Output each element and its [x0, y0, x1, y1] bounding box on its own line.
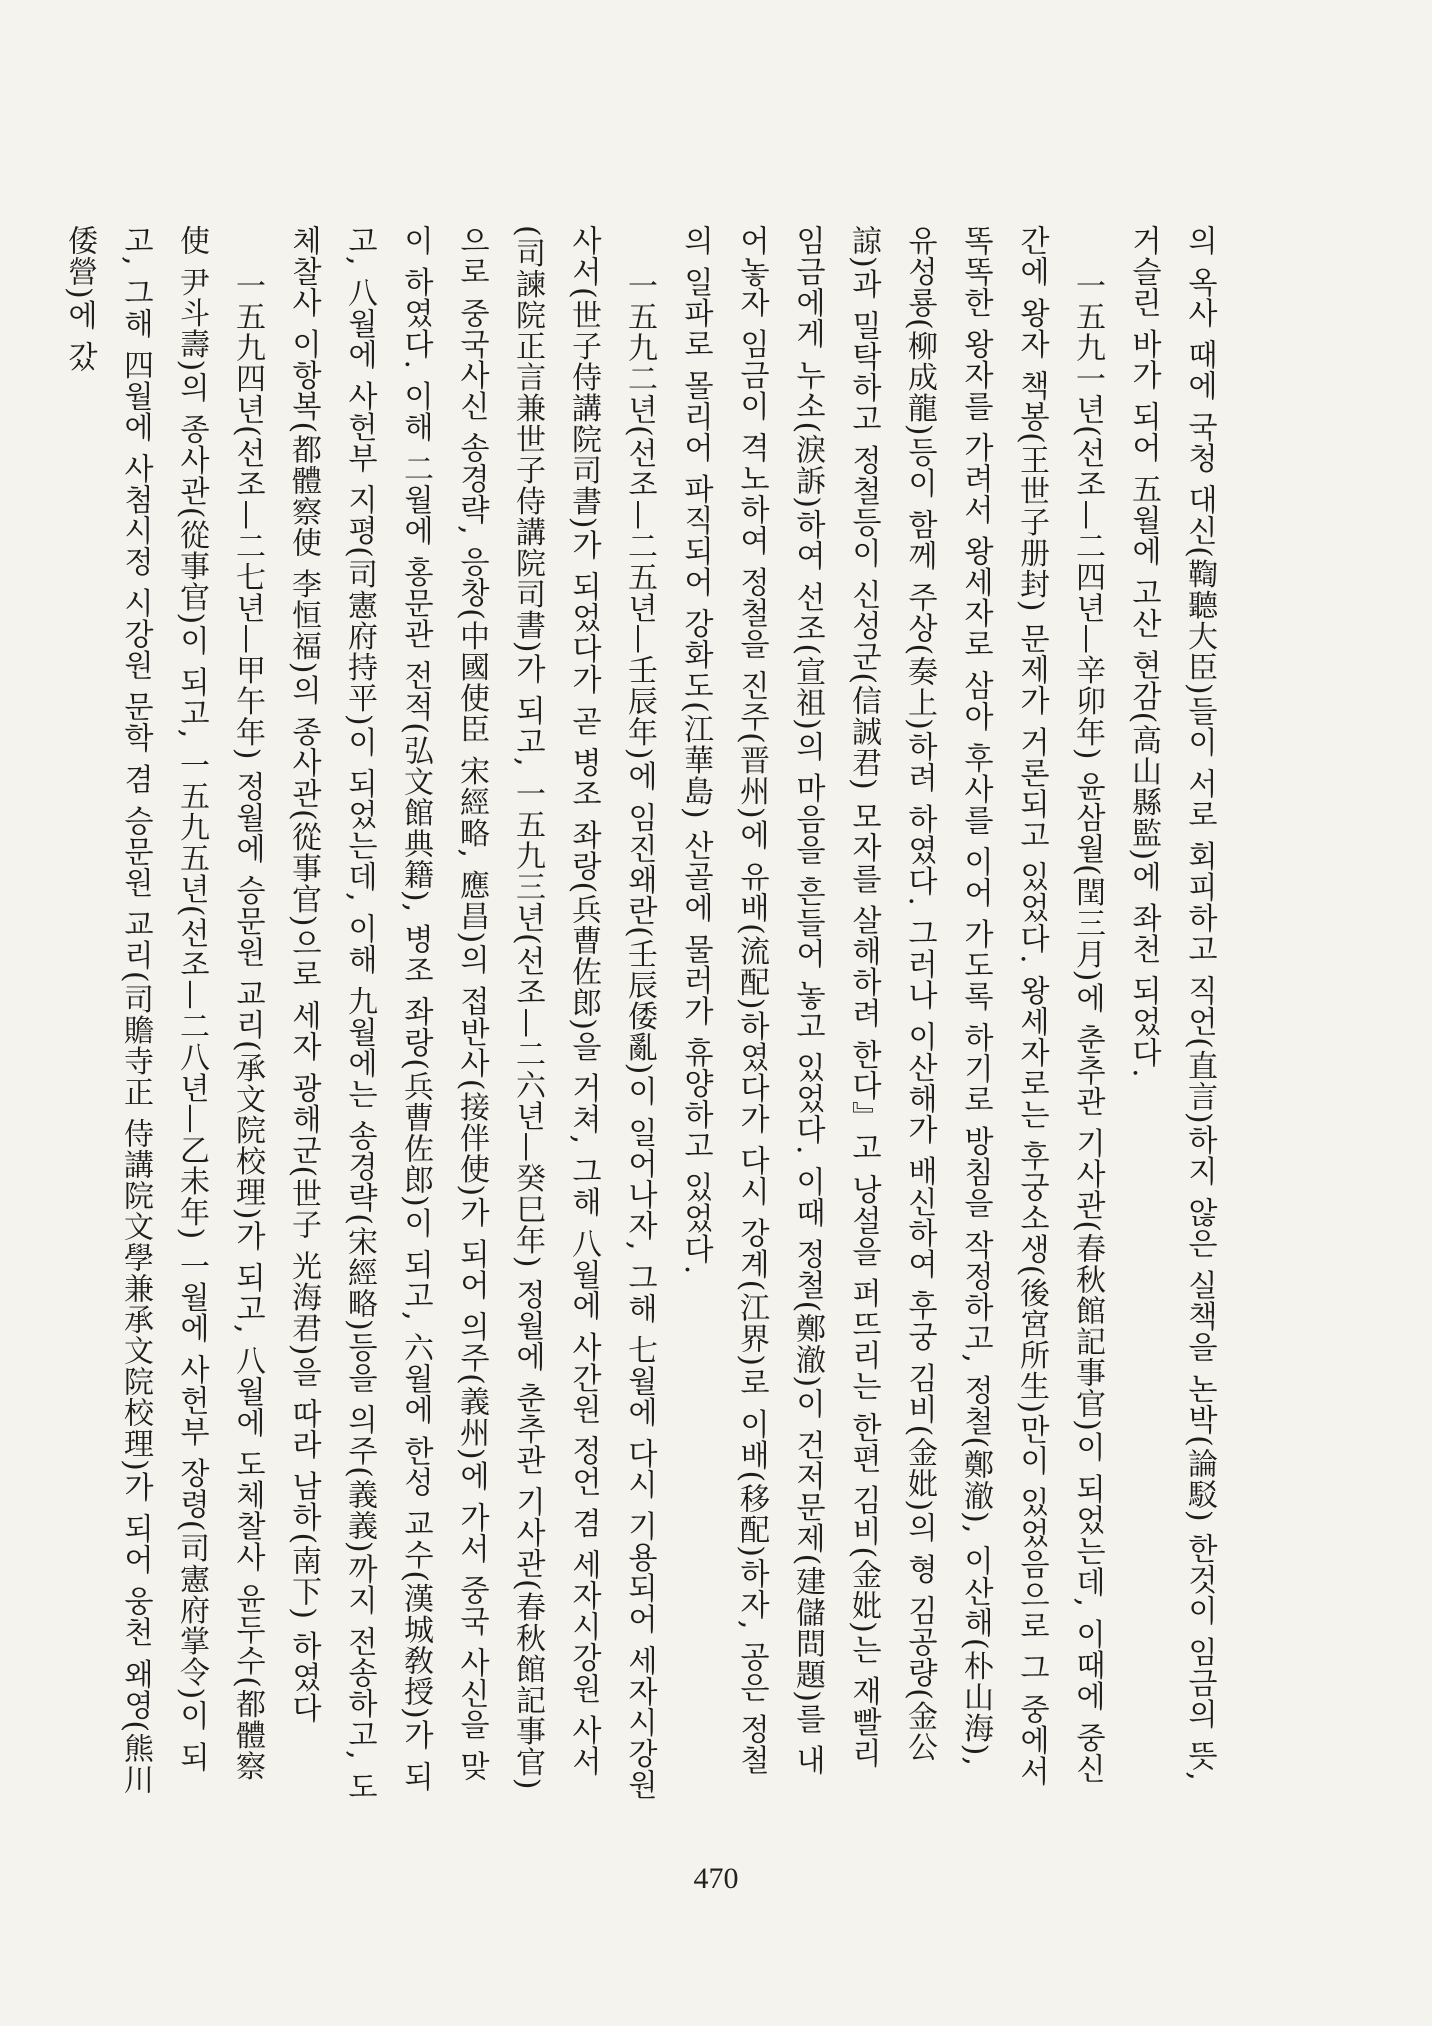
- paragraph-1: 의 옥사 때에 국청 대신(鞫聽大臣)들이 서로 회피하고 직언(直言)하지 않은 실책을 논박(論駁) 한것이 임금의 뜻, 거슬린 바가 되어 五월에 고산 현감(高山縣監)에 좌천 되었다.: [1126, 225, 1217, 1782]
- paragraph-2: 一五九一년(선조—二四년—辛卯年) 윤삼월(閏三月)에 춘추관 기사관(春秋館記事官)이 되었는데, 이때에 중신간에 왕자 책봉(王世子册封) 문제가 거론되고 있었다. 왕세자로는 후궁소생(後宮所生)만이 있었음으로 그 중에서 똑똑한 왕자를 가려서 왕세자로 삼아 후사를 이어 가도록 하기로 방침을 작정하고, 정철(鄭澈), 이산해(朴山海), 유성룡(柳成龍)등이 함께 주상(奏上)하려 하였다. 그러나 이산해가 배신하여 후궁 김비(金妣)의 형 김공량(金公諒)과 밀탁하고 정철등이 신성군(信誠君) 모자를 살해하려 한다』고 낭설을 퍼뜨리는 한편 김비(金妣)는 재빨리 임금에게 누소(淚訴)하여 선조(宣祖)의 마음을 흔들어 놓고 있었다. 이때 정철(鄭澈)이 건저문제(建儲問題)를 내어놓자 임금이 격노하여 정철을 진주(晋州)에 유배(流配)하였다가 다시 강계(江界)로 이배(移配)하자, 공은 정철의 일파로 몰리어 파직되어 강화도(江華島) 산골에 물러가 휴양하고 있었다.: [678, 225, 1105, 1787]
- paragraph-4: 一五九四년(선조—二七년—甲午年) 정월에 승문원 교리(承文院校理)가 되고, 八월에 도체찰사 윤두수(都體察使 尹斗壽)의 종사관(從事官)이 되고, 一五九五년(선조—二八년—乙未年) 一월에 사헌부 장령(司憲府掌令)이 되고, 그해 四월에 사첨시정 시강원 문학 겸 승문원 교리(司贍寺正 侍講院文學兼承文院校理)가 되어 웅천 왜영(熊川倭營)에 갔: [62, 225, 265, 1796]
- paragraph-3: 一五九二년(선조—二五년—壬辰年)에 임진왜란(壬辰倭亂)이 일어나자, 그해 七월에 다시 기용되어 세자시강원 사서(世子侍講院司書)가 되었다가 곧 병조 좌랑(兵曹佐郎)을 거쳐, 그해 八월에 사간원 정언 겸 세자시강원 사서(司諫院正言兼世子侍講院司書)가 되고, 一五九三년(선조—二六년—癸巳年) 정월에 춘추관 기사관(春秋館記事官)으로 중국사신 송경략, 응창(中國使臣 宋經略, 應昌)의 접반사(接伴使)가 되어 의주(義州)에 가서 중국 사신을 맞이 하였다. 이해 二월에 홍문관 전적(弘文館典籍), 병조 좌랑(兵曹佐郎)이 되고, 六월에 한성 교수(漢城敎授)가 되고, 八월에 사헌부 지평(司憲府持平)이 되었는데, 이해 九월에는 송경략(宋經略)등을 의주(義義)까지 전송하고, 도체찰사 이항복(都體察使 李恒福)의 종사관(從事官)으로 세자 광해군(世子 光海君)을 따라 남하(南下) 하였다: [286, 225, 657, 1803]
- vertical-text-body: [62, 225, 1227, 1805]
- page-number: 470: [693, 1862, 739, 1895]
